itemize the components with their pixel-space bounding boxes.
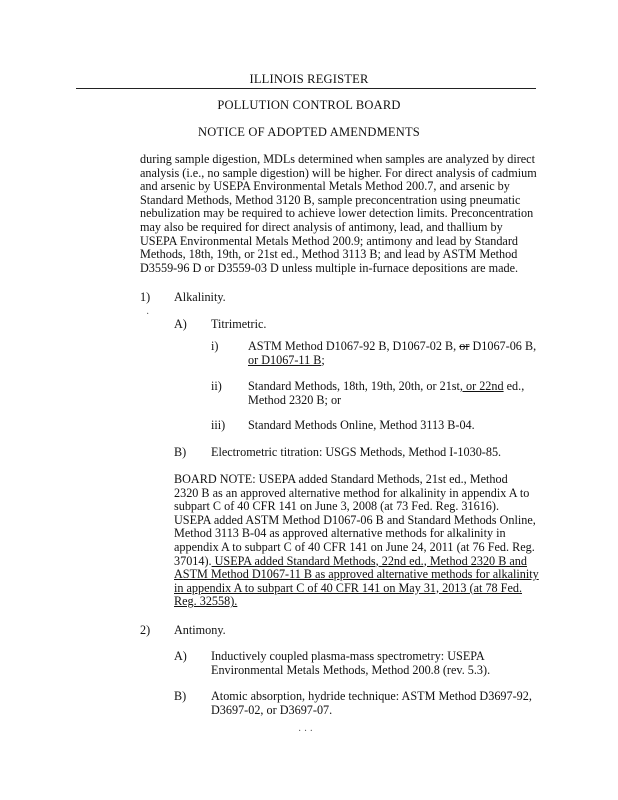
scan-speck: · xyxy=(146,309,150,320)
item1-a-i-text: ASTM Method D1067-92 B, D1067-02 B, or D1067-06 B, or D1067-11 B; xyxy=(248,339,537,367)
intro-line: during sample digestion, MDLs determined when samples are analyzed by direct xyxy=(140,152,535,166)
item1-a-ii-text: Standard Methods, 18th, 19th, 20th, or 21st, or 22nd ed., Method 2320 B; or xyxy=(248,379,525,407)
inserted-text: or D1067-11 B xyxy=(248,352,322,367)
item2-a-letter: A) xyxy=(174,649,187,663)
item1-a-iii-number: iii) xyxy=(211,418,226,432)
struck-text: or xyxy=(459,339,470,353)
board-note xyxy=(174,473,544,609)
intro-line: USEPA Environmental Metals Method 200.9; antimony and lead by Standard xyxy=(140,233,518,248)
intro-paragraph xyxy=(140,153,540,275)
item1-b-letter: B) xyxy=(174,445,187,459)
item1-a-iii-text: Standard Methods Online, Method 3113 B-04. xyxy=(248,418,475,432)
note-line: USEPA added ASTM Method D1067-06 B and Standard Methods Online, xyxy=(174,512,536,527)
inserted-text: , or 22nd xyxy=(459,379,504,393)
intro-line: and arsenic by USEPA Environmental Metals Method 200.7, and arsenic by xyxy=(140,179,510,194)
note-line: Method 3113 B-04 as approved alternative methods for alkalinity in xyxy=(174,526,506,541)
item1-a-ii-number: ii) xyxy=(211,379,222,393)
intro-line: Methods, 18th, 19th, or 21st ed., Method 3113 B; and lead by ASTM Method xyxy=(140,247,518,262)
item1-a-letter: A) xyxy=(174,317,187,331)
intro-line: analysis (i.e., no sample digestion) will be higher. For direct analysis of cadmium xyxy=(140,165,537,180)
note-inserted-line: Reg. 32558). xyxy=(174,594,238,609)
note-line: 37014). USEPA added Standard Methods, 22nd ed., Method 2320 B and xyxy=(174,553,527,568)
item2-b-letter: B) xyxy=(174,689,187,703)
item1-label: Alkalinity. xyxy=(174,290,226,304)
note-line: subpart C of 40 CFR 141 on June 3, 2008 (at 73 Fed. Reg. 31616). xyxy=(174,499,499,514)
board-title: POLLUTION CONTROL BOARD xyxy=(217,98,401,112)
inserted-text: USEPA added Standard Methods, 22nd ed., Method 2320 B and xyxy=(211,553,527,568)
intro-line: nebulization may be required to achieve lower detection limits. Preconcentration xyxy=(140,206,534,221)
scan-speck: · · · xyxy=(298,726,313,737)
register-title: ILLINOIS REGISTER xyxy=(249,72,369,86)
note-line: appendix A to subpart C of 40 CFR 141 on June 24, 2011 (at 76 Fed. Reg. xyxy=(174,539,535,554)
item1-a-i-number: i) xyxy=(211,339,219,353)
item2-b-text: Atomic absorption, hydride technique: ASTM Method D3697-92, D3697-02, or D3697-07. xyxy=(211,689,532,717)
header-rule xyxy=(76,88,536,89)
intro-line: Standard Methods, Method 3120 B, sample preconcentration using pneumatic xyxy=(140,192,521,207)
item2-number: 2) xyxy=(140,623,151,637)
item2-label: Antimony. xyxy=(174,623,226,637)
note-inserted-line: ASTM Method D1067-11 B as approved alternative methods for alkalinity xyxy=(174,567,539,582)
item1-b-text: Electrometric titration: USGS Methods, Method I-1030-85. xyxy=(211,445,502,459)
item1-a-label: Titrimetric. xyxy=(211,317,267,331)
item1-number: 1) xyxy=(140,290,151,304)
intro-line: D3559-96 D or D3559-03 D unless multiple in-furnace depositions are made. xyxy=(140,260,519,275)
intro-line: may also be required for direct analysis of antimony, lead, and thallium by xyxy=(140,219,503,234)
notice-title: NOTICE OF ADOPTED AMENDMENTS xyxy=(198,125,420,139)
note-line: BOARD NOTE: USEPA added Standard Methods, 21st ed., Method xyxy=(174,472,508,486)
note-inserted-line: in appendix A to subpart C of 40 CFR 141 on May 31, 2013 (at 78 Fed. xyxy=(174,580,523,595)
note-line: 2320 B as an approved alternative method for alkalinity in appendix A to xyxy=(174,485,530,500)
item2-a-text: Inductively coupled plasma-mass spectrometry: USEPA Environmental Metals Methods, Method 200.8 (rev. 5.3). xyxy=(211,649,491,677)
